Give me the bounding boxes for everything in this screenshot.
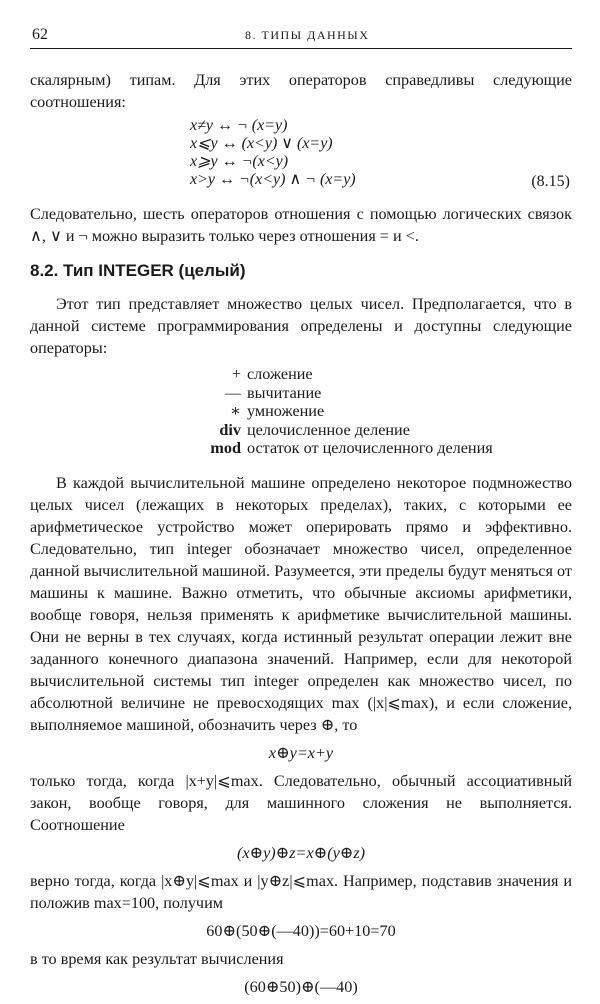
paragraph-relations-summary: Следовательно, шесть операторов отношения с помощью логических связок ∧, ∨ и ¬ можно выразить только через отношения = и <. <box>30 205 572 245</box>
relation-ge: x⩾y ↔ ¬(x<y) <box>190 153 289 170</box>
relation-neq: x≠y ↔ ¬ (x=y) <box>190 117 288 134</box>
operator-description: сложение <box>247 365 313 383</box>
page-number: 62 <box>32 26 48 43</box>
operator-symbol: mod <box>210 439 241 457</box>
formula-example-alt: (60⊕50)⊕(—40) <box>244 977 358 996</box>
operator-symbol: ∗ <box>229 402 241 420</box>
paragraph-integer-intro: Этот тип представляет множество целых чисел. Предполагается, что в данной системе программирования определены и доступны следующие операторы: <box>30 295 572 357</box>
operator-row <box>30 384 572 403</box>
operator-row <box>30 365 572 384</box>
operator-row <box>30 402 572 421</box>
equation-number: (8.15) <box>531 173 570 190</box>
operator-row <box>30 421 572 440</box>
operator-symbol: — <box>224 383 241 402</box>
section-title: 8.2. Тип INTEGER (целый) <box>30 261 246 280</box>
operator-symbol: div <box>219 420 241 439</box>
paragraph-associative: только тогда, когда |x+y|⩽max. Следовательно, обычный ассоциативный закон, вообще говоря, для машинного сложения не выполняется. Соотношение <box>30 771 572 834</box>
operator-description: остаток от целочисленного деления <box>247 439 493 457</box>
operators-list <box>30 365 572 458</box>
formula-example-result: 60⊕(50⊕(—40))=60+10=70 <box>206 921 396 940</box>
operator-symbol: + <box>231 365 241 383</box>
formula-associative-law: (x⊕y)⊕z=x⊕(y⊕z) <box>236 843 366 862</box>
page-header <box>30 26 572 49</box>
operator-description: вычитание <box>247 383 322 402</box>
paragraph-example: верно тогда, когда |x⊕y|⩽max и |y⊕z|⩽max. Например, подставив значения и положив max=100, получим <box>30 871 572 912</box>
page <box>30 26 572 1004</box>
intro-paragraph: скалярным) типам. Для этих операторов справедливы следующие соотношения: <box>30 71 572 111</box>
operator-description: умножение <box>247 402 325 420</box>
relation-le: x⩽y ↔ (x<y) ∨ (x=y) <box>190 135 333 152</box>
operator-description: целочисленное деление <box>247 420 410 439</box>
relation-gt: x>y ↔ ¬(x<y) ∧ ¬ (x=y) <box>190 171 356 188</box>
running-head: 8. ТИПЫ ДАННЫХ <box>245 28 370 42</box>
relations-block <box>30 117 572 195</box>
formula-machine-addition: x⊕y=x+y <box>268 743 334 762</box>
paragraph-while: в то время как результат вычисления <box>30 949 284 968</box>
operator-row <box>30 439 572 458</box>
paragraph-machine-integers: В каждой вычислительной машине определено некоторое подмножество целых чисел (лежащих в некоторых пределах), таких, с которыми ее арифметическое устройство может оперировать прямо и эффективно. Следовательно, тип integer обозначает множество чисел, определенное данной вычислительной машиной. Разумеется, эти пределы будут меняться от машины к машине. Важно отметить, что обычные аксиомы арифметики, вообще говоря, нельзя применять к арифметике вычислительной машины. Они не верны в тех случаях, когда истинный результат операции лежит вне заданного конечного диапазона значений. Например, если для некоторой вычислительной системы тип integer определен как множество чисел, по абсолютной величине не превосходящих max (|x|⩽max), и если сложение, выполняемое машиной, обозначить через ⊕, то <box>30 473 572 734</box>
